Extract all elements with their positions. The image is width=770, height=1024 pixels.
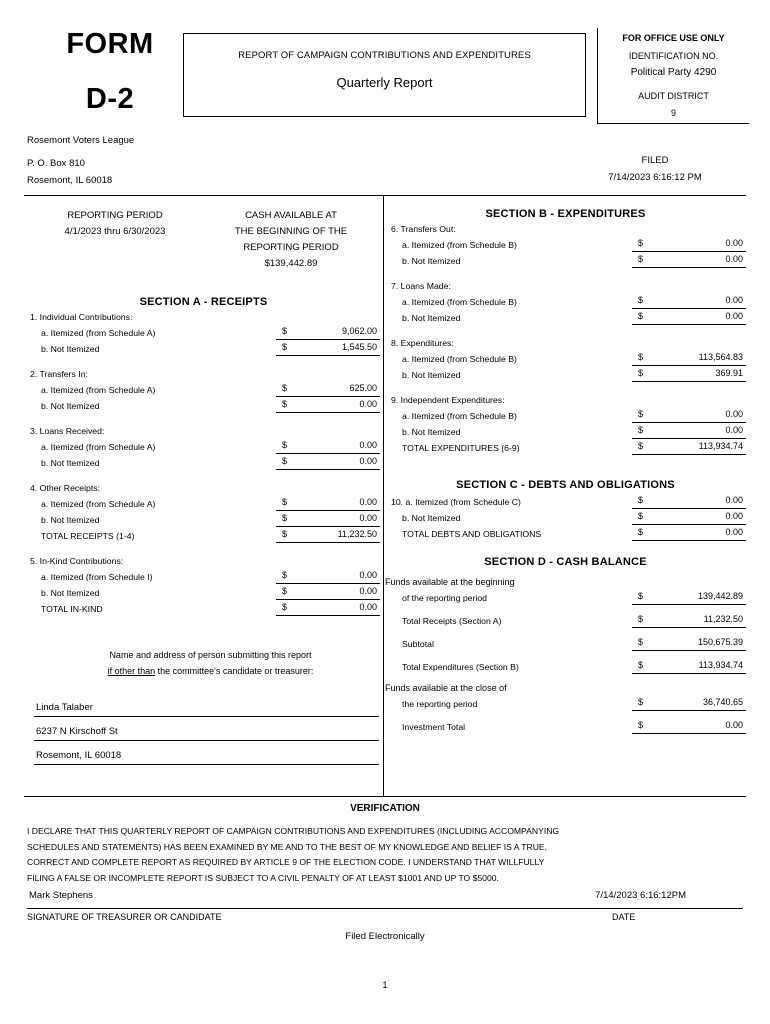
amount-value-box bbox=[632, 612, 746, 628]
verification-line3: CORRECT AND COMPLETE REPORT AS REQUIRED BY ARTICLE 9 OF THE ELECTION CODE. I UNDERSTAND THAT WILLFULLY bbox=[27, 857, 545, 867]
amount-value: 36,740.65 bbox=[702, 697, 743, 707]
dollar-sign: $ bbox=[638, 368, 644, 378]
amount-row-label: a. Itemized (from Schedule B) bbox=[402, 240, 517, 250]
submitter-note-underline: if other than bbox=[107, 666, 156, 676]
reporting-period-label: REPORTING PERIOD bbox=[67, 210, 163, 221]
amount-value: 0.00 bbox=[725, 425, 743, 435]
amount-value-box bbox=[276, 511, 380, 527]
report-title-line1: REPORT OF CAMPAIGN CONTRIBUTIONS AND EXPENDITURES bbox=[238, 50, 531, 61]
cash-balance-label-line1: Funds available at the beginning bbox=[385, 577, 515, 587]
amount-value: 369.91 bbox=[715, 368, 743, 378]
cash-balance-row bbox=[385, 658, 746, 674]
cash-balance-label-line1: Funds available at the close of bbox=[385, 683, 507, 693]
committee-block bbox=[27, 132, 134, 189]
amount-value-box bbox=[276, 324, 380, 340]
column-divider-rule bbox=[383, 196, 384, 797]
amount-row bbox=[385, 718, 746, 734]
cash-available-block bbox=[206, 208, 376, 272]
amount-row bbox=[385, 658, 746, 674]
form-number-label bbox=[40, 28, 180, 116]
line-item-group bbox=[385, 393, 746, 464]
amount-value: 139,442.89 bbox=[697, 591, 743, 601]
filed-label: FILED bbox=[641, 155, 669, 166]
line-item-title: 3. Loans Received: bbox=[30, 426, 105, 436]
form-code: D-2 bbox=[85, 83, 135, 115]
dollar-sign: $ bbox=[282, 456, 288, 466]
amount-value: 11,232.50 bbox=[703, 614, 743, 624]
dollar-sign: $ bbox=[638, 511, 644, 521]
amount-row bbox=[24, 527, 383, 543]
committee-address-line1: P. O. Box 810 bbox=[27, 158, 85, 169]
amount-row-label: a. Itemized (from Schedule I) bbox=[41, 572, 153, 582]
line-item-title: 9. Independent Expenditures: bbox=[391, 395, 505, 405]
dollar-sign: $ bbox=[638, 441, 644, 451]
amount-value: 0.00 bbox=[725, 254, 743, 264]
dollar-sign: $ bbox=[282, 513, 288, 523]
amount-row-label: TOTAL RECEIPTS (1-4) bbox=[41, 531, 135, 541]
line-item-group bbox=[385, 493, 746, 541]
line-item-group bbox=[385, 222, 746, 277]
amount-row bbox=[385, 612, 746, 628]
filed-timestamp: 7/14/2023 6:16:12 PM bbox=[608, 172, 702, 183]
amount-value-box bbox=[632, 293, 746, 309]
page-number: 1 bbox=[382, 980, 388, 991]
amount-value-box bbox=[632, 350, 746, 366]
form-word: FORM bbox=[66, 28, 154, 60]
line-item-group bbox=[24, 367, 383, 422]
amount-value-box bbox=[632, 635, 746, 651]
amount-row-label: Total Expenditures (Section B) bbox=[402, 662, 519, 672]
dollar-sign: $ bbox=[282, 570, 288, 580]
amount-value: 0.00 bbox=[359, 456, 377, 466]
verification-heading: VERIFICATION bbox=[350, 803, 420, 814]
amount-value-box bbox=[632, 493, 746, 509]
dollar-sign: $ bbox=[638, 697, 644, 707]
section-b-items bbox=[385, 222, 746, 464]
dollar-sign: $ bbox=[638, 527, 644, 537]
section-b-heading: SECTION B - EXPENDITURES bbox=[485, 208, 646, 220]
right-column bbox=[385, 200, 746, 734]
amount-row bbox=[385, 589, 746, 605]
line-item-group bbox=[385, 336, 746, 391]
amount-value-box bbox=[276, 600, 380, 616]
bottom-divider-rule bbox=[24, 796, 746, 797]
cash-balance-row bbox=[385, 635, 746, 651]
amount-row-label: b. Not Itemized bbox=[41, 344, 100, 354]
dollar-sign: $ bbox=[282, 326, 288, 336]
amount-value-box bbox=[276, 454, 380, 470]
amount-value: 0.00 bbox=[359, 602, 377, 612]
amount-row bbox=[385, 366, 746, 382]
amount-value-box bbox=[632, 718, 746, 734]
amount-row bbox=[385, 236, 746, 252]
amount-row bbox=[24, 340, 383, 356]
amount-value-box bbox=[276, 495, 380, 511]
amount-value: 0.00 bbox=[359, 586, 377, 596]
dollar-sign: $ bbox=[282, 529, 288, 539]
amount-value-box bbox=[632, 366, 746, 382]
amount-value-box bbox=[632, 252, 746, 268]
amount-row-label: a. Itemized (from Schedule A) bbox=[41, 499, 156, 509]
dollar-sign: $ bbox=[282, 342, 288, 352]
filed-block bbox=[560, 152, 750, 186]
section-a-heading: SECTION A - RECEIPTS bbox=[139, 296, 268, 308]
amount-row bbox=[385, 252, 746, 268]
amount-row-label: the reporting period bbox=[402, 699, 478, 709]
verification-body bbox=[27, 824, 727, 886]
amount-row-label: b. Not Itemized bbox=[41, 588, 100, 598]
amount-value-box bbox=[632, 658, 746, 674]
submitter-name-field[interactable]: Linda Talaber bbox=[34, 693, 379, 717]
dollar-sign: $ bbox=[638, 295, 644, 305]
amount-row bbox=[385, 439, 746, 455]
amount-row-label: TOTAL IN-KIND bbox=[41, 604, 103, 614]
amount-value-box bbox=[632, 439, 746, 455]
amount-value-box bbox=[632, 309, 746, 325]
dollar-sign: $ bbox=[282, 586, 288, 596]
amount-row-label: b. Not Itemized bbox=[41, 458, 100, 468]
left-column bbox=[24, 200, 383, 765]
amount-value-box bbox=[632, 589, 746, 605]
date-caption: DATE bbox=[612, 912, 636, 922]
amount-row bbox=[24, 495, 383, 511]
amount-value: 1,545.50 bbox=[341, 342, 377, 352]
dollar-sign: $ bbox=[282, 440, 288, 450]
dollar-sign: $ bbox=[282, 497, 288, 507]
submitter-address2-field[interactable]: Rosemont, IL 60018 bbox=[34, 741, 379, 765]
line-item-title: 5. In-Kind Contributions: bbox=[30, 556, 124, 566]
amount-value-box bbox=[632, 407, 746, 423]
amount-value: 150,675.39 bbox=[697, 637, 743, 647]
amount-row bbox=[24, 438, 383, 454]
amount-row-label: b. Not Itemized bbox=[402, 256, 461, 266]
line-item-title: 2. Transfers In: bbox=[30, 369, 88, 379]
amount-row bbox=[385, 695, 746, 711]
cash-available-label1: CASH AVAILABLE AT bbox=[245, 210, 337, 221]
amount-value-box bbox=[276, 527, 380, 543]
amount-value: 0.00 bbox=[725, 495, 743, 505]
amount-row-label: b. Not Itemized bbox=[41, 401, 100, 411]
cash-balance-row bbox=[385, 718, 746, 734]
signature-date: 7/14/2023 6:16:12PM bbox=[595, 890, 686, 901]
office-use-heading: FOR OFFICE USE ONLY bbox=[622, 33, 725, 43]
committee-address-line2: Rosemont, IL 60018 bbox=[27, 175, 113, 186]
amount-row bbox=[385, 635, 746, 651]
amount-value: 0.00 bbox=[359, 497, 377, 507]
amount-value-box bbox=[276, 340, 380, 356]
line-item-title: 1. Individual Contributions: bbox=[30, 312, 133, 322]
amount-row-label: b. Not Itemized bbox=[402, 313, 461, 323]
dollar-sign: $ bbox=[638, 720, 644, 730]
line-item-group bbox=[24, 310, 383, 365]
cash-available-value: $139,442.89 bbox=[264, 258, 318, 269]
report-title-line2: Quarterly Report bbox=[336, 75, 433, 90]
amount-value-box bbox=[632, 695, 746, 711]
dollar-sign: $ bbox=[282, 383, 288, 393]
line-item-group bbox=[385, 279, 746, 334]
amount-row-label: b. Not Itemized bbox=[41, 515, 100, 525]
dollar-sign: $ bbox=[638, 254, 644, 264]
amount-value: 625.00 bbox=[349, 383, 377, 393]
amount-row-label: a. Itemized (from Schedule B) bbox=[402, 411, 517, 421]
amount-value: 11,232.50 bbox=[337, 529, 377, 539]
amount-row-label: a. Itemized (from Schedule A) bbox=[41, 442, 156, 452]
amount-row bbox=[24, 584, 383, 600]
section-c-rows bbox=[385, 493, 746, 541]
dollar-sign: $ bbox=[638, 660, 644, 670]
dollar-sign: $ bbox=[282, 399, 288, 409]
amount-value-box bbox=[632, 423, 746, 439]
amount-row-label: of the reporting period bbox=[402, 593, 488, 603]
amount-value-box bbox=[276, 381, 380, 397]
period-row bbox=[24, 200, 383, 272]
amount-row bbox=[385, 509, 746, 525]
cash-balance-row bbox=[385, 575, 746, 605]
section-d-heading: SECTION D - CASH BALANCE bbox=[484, 556, 647, 568]
section-c-heading: SECTION C - DEBTS AND OBLIGATIONS bbox=[456, 479, 675, 491]
amount-value: 0.00 bbox=[725, 720, 743, 730]
amount-value: 0.00 bbox=[725, 409, 743, 419]
submitter-note-line1: Name and address of person submitting this report bbox=[109, 650, 312, 660]
amount-value: 113,934.74 bbox=[698, 660, 743, 670]
amount-row-label: a. Itemized (from Schedule B) bbox=[402, 354, 517, 364]
line-item-group bbox=[24, 424, 383, 479]
cash-available-label2: THE BEGINNING OF THE bbox=[234, 226, 348, 237]
dollar-sign: $ bbox=[638, 352, 644, 362]
filed-electronically-note: Filed Electronically bbox=[345, 931, 425, 942]
dollar-sign: $ bbox=[638, 591, 644, 601]
submitter-note-line2 bbox=[38, 663, 383, 679]
amount-value-box bbox=[632, 236, 746, 252]
line-item-title: 8. Expenditures: bbox=[391, 338, 454, 348]
dollar-sign: $ bbox=[638, 614, 644, 624]
amount-row bbox=[385, 525, 746, 541]
submitter-note bbox=[24, 647, 383, 679]
amount-row-label: 10. a. Itemized (from Schedule C) bbox=[391, 497, 521, 507]
amount-value-box bbox=[276, 438, 380, 454]
amount-value: 0.00 bbox=[359, 570, 377, 580]
amount-value: 0.00 bbox=[725, 511, 743, 521]
amount-row bbox=[385, 407, 746, 423]
cash-available-label3: REPORTING PERIOD bbox=[243, 242, 339, 253]
amount-row bbox=[24, 397, 383, 413]
amount-value: 0.00 bbox=[725, 238, 743, 248]
amount-value: 0.00 bbox=[725, 311, 743, 321]
signature-name: Mark Stephens bbox=[29, 890, 93, 901]
dollar-sign: $ bbox=[638, 425, 644, 435]
amount-value: 0.00 bbox=[359, 399, 377, 409]
amount-value: 113,564.83 bbox=[698, 352, 743, 362]
amount-row bbox=[24, 568, 383, 584]
amount-row bbox=[24, 511, 383, 527]
amount-row-label: Subtotal bbox=[402, 639, 434, 649]
identification-no-label: IDENTIFICATION NO. bbox=[628, 51, 719, 61]
line-item-title: 7. Loans Made: bbox=[391, 281, 451, 291]
amount-value-box bbox=[276, 584, 380, 600]
amount-row-label: b. Not Itemized bbox=[402, 370, 461, 380]
dollar-sign: $ bbox=[638, 311, 644, 321]
office-use-box bbox=[597, 28, 749, 124]
cash-balance-row bbox=[385, 681, 746, 711]
reporting-period-value: 4/1/2023 thru 6/30/2023 bbox=[64, 226, 166, 237]
amount-row-label: Investment Total bbox=[402, 722, 466, 732]
amount-row bbox=[24, 324, 383, 340]
amount-value: 0.00 bbox=[725, 527, 743, 537]
signature-caption: SIGNATURE OF TREASURER OR CANDIDATE bbox=[27, 912, 222, 922]
section-d-rows bbox=[385, 575, 746, 734]
identification-no-value: Political Party 4290 bbox=[630, 67, 717, 78]
amount-row bbox=[24, 454, 383, 470]
verification-line4: FILING A FALSE OR INCOMPLETE REPORT IS SUBJECT TO A CIVIL PENALTY OF AT LEAST $1001 AND UP TO $5000. bbox=[27, 872, 499, 883]
verification-line1: I DECLARE THAT THIS QUARTERLY REPORT OF CAMPAIGN CONTRIBUTIONS AND EXPENDITURES (INCLUDING ACCOMPANYING bbox=[27, 826, 560, 836]
amount-value-box bbox=[632, 509, 746, 525]
amount-row-label: b. Not Itemized bbox=[402, 427, 461, 437]
amount-value: 0.00 bbox=[725, 295, 743, 305]
line-item-title: 6. Transfers Out: bbox=[391, 224, 456, 234]
report-title-box bbox=[183, 33, 586, 117]
verification-line2: SCHEDULES AND STATEMENTS) HAS BEEN EXAMINED BY ME AND TO THE BEST OF MY KNOWLEDGE AND BELIEF IS A TRUE, bbox=[27, 841, 548, 852]
dollar-sign: $ bbox=[638, 637, 644, 647]
amount-value-box bbox=[276, 568, 380, 584]
amount-row-label: TOTAL DEBTS AND OBLIGATIONS bbox=[402, 529, 542, 539]
top-divider-rule bbox=[24, 195, 746, 196]
amount-row-label: Total Receipts (Section A) bbox=[402, 616, 502, 626]
amount-value-box bbox=[276, 397, 380, 413]
submitter-note-rest: the committee's candidate or treasurer: bbox=[155, 666, 314, 676]
amount-row-label: a. Itemized (from Schedule A) bbox=[41, 385, 156, 395]
reporting-period-block bbox=[24, 208, 206, 272]
line-item-group bbox=[24, 554, 383, 625]
dollar-sign: $ bbox=[638, 495, 644, 505]
amount-row bbox=[385, 350, 746, 366]
amount-row bbox=[385, 493, 746, 509]
amount-row bbox=[385, 309, 746, 325]
dollar-sign: $ bbox=[638, 238, 644, 248]
dollar-sign: $ bbox=[638, 409, 644, 419]
audit-district-value: 9 bbox=[670, 108, 676, 118]
committee-name: Rosemont Voters League bbox=[27, 135, 135, 146]
amount-row bbox=[24, 600, 383, 616]
dollar-sign: $ bbox=[282, 602, 288, 612]
section-a-items bbox=[24, 310, 383, 625]
line-item-group bbox=[24, 481, 383, 552]
amount-value: 0.00 bbox=[359, 513, 377, 523]
amount-row-label: b. Not Itemized bbox=[402, 513, 461, 523]
signature-line[interactable] bbox=[27, 888, 743, 909]
cash-balance-row bbox=[385, 612, 746, 628]
amount-row bbox=[24, 381, 383, 397]
submitter-address1-field[interactable]: 6237 N Kirschoff St bbox=[34, 717, 379, 741]
amount-row-label: a. Itemized (from Schedule A) bbox=[41, 328, 156, 338]
amount-value-box bbox=[632, 525, 746, 541]
amount-row bbox=[385, 423, 746, 439]
amount-row-label: a. Itemized (from Schedule B) bbox=[402, 297, 517, 307]
amount-value: 9,062.00 bbox=[341, 326, 377, 336]
audit-district-label: AUDIT DISTRICT bbox=[638, 91, 709, 101]
amount-value: 113,934.74 bbox=[698, 441, 743, 451]
amount-value: 0.00 bbox=[359, 440, 377, 450]
amount-row-label: TOTAL EXPENDITURES (6-9) bbox=[402, 443, 520, 453]
amount-row bbox=[385, 293, 746, 309]
line-item-title: 4. Other Receipts: bbox=[30, 483, 101, 493]
